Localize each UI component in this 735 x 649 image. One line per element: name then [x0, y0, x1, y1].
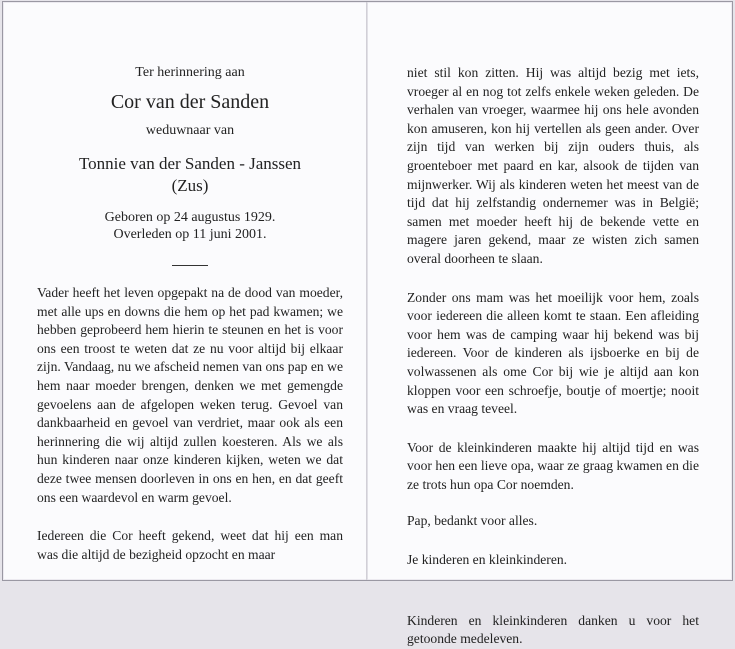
- deceased-name: Cor van der Sanden: [110, 91, 270, 113]
- spouse-name: Tonnie van der Sanden - Janssen: [78, 154, 302, 173]
- memorial-card: [2, 1, 733, 647]
- relation-line: weduwnaar van: [145, 123, 235, 138]
- signature-line: Je kinderen en kleinkinderen.: [407, 552, 568, 568]
- left-paragraph-2: Iedereen die Cor heeft gekend, weet dat hij een man was die altijd de bezigheid opzocht en maar: [37, 528, 343, 562]
- birth-date: Geboren op 24 augustus 1929.: [104, 210, 276, 225]
- right-paragraph-3: Voor de kleinkinderen maakte hij altijd tijd en was voor hen een lieve opa, waar ze graag kwamen en die ze trots hun opa Cor noemden.: [407, 439, 699, 492]
- right-paragraph-2: Zonder ons mam was het moeilijk voor hem, zoals voor iedereen die alleen komt te staan. Een afleiding voor hem was de camping waar hij bekend was bij iedereen. Voor de kinderen als ijsboerke en bij de volwassenen als ome Cor bij wie je altijd aan kon kloppen voor een schroefje, boutje of moertje; nooit was en vraag teveel.: [407, 289, 699, 417]
- right-paragraph-1: niet stil kon zitten. Hij was altijd bezig met iets, vroeger al en nog tot zelfs enkele weken geleden. De verhalen van vroeger, waarmee hij ons hele avonden kon amuseren, kon hij vertellen als geen ander. Over zijn tijd van werken bij zijn ouders thuis, als groenteboer met paard en kar, alsook de tijden van mijnwerker. Wij als kinderen weten het meest van de tijd dat hij zelfstandig ondernemer was in België; samen met moeder heeft hij de bekende vette en magere jaren gekend, maar ze wisten zich samen overal doorheen te slaan.: [407, 65, 699, 266]
- acknowledgement: Kinderen en kleinkinderen danken u voor het getoonde medeleven.: [407, 612, 699, 647]
- left-paragraph-1: Vader heeft het leven opgepakt na de dood van moeder, met alle ups en downs die hem op het pad kwamen; we hebben geprobeerd hem hierin te steunen en het is voor ons een troost te weten dat ze nu voor altijd bij elkaar zijn. Vandaag, nu we afscheid nemen van ons pap en we hem naar moeder brengen, denken we met gemengde gevoelens aan de afgelopen weken terug. Gevoel van dankbaarheid en gevoel van verdriet, maar ook als een herinnering die wij altijd zullen koesteren. Als we als hun kinderen naar onze kinderen kijken, weten we dat deze twee mensen doorleven in ons en hen, en dat geeft ons een waardevol en warm gevoel.: [37, 285, 343, 505]
- right-page: [407, 2, 699, 649]
- spouse-nickname: (Zus): [171, 176, 209, 195]
- thanks-line: Pap, bedankt voor alles.: [407, 513, 538, 529]
- card-fold: [366, 2, 368, 580]
- death-date: Overleden op 11 juni 2001.: [113, 227, 267, 242]
- intro-line: Ter herinnering aan: [135, 65, 245, 80]
- divider: [172, 265, 208, 266]
- left-page: [37, 2, 343, 564]
